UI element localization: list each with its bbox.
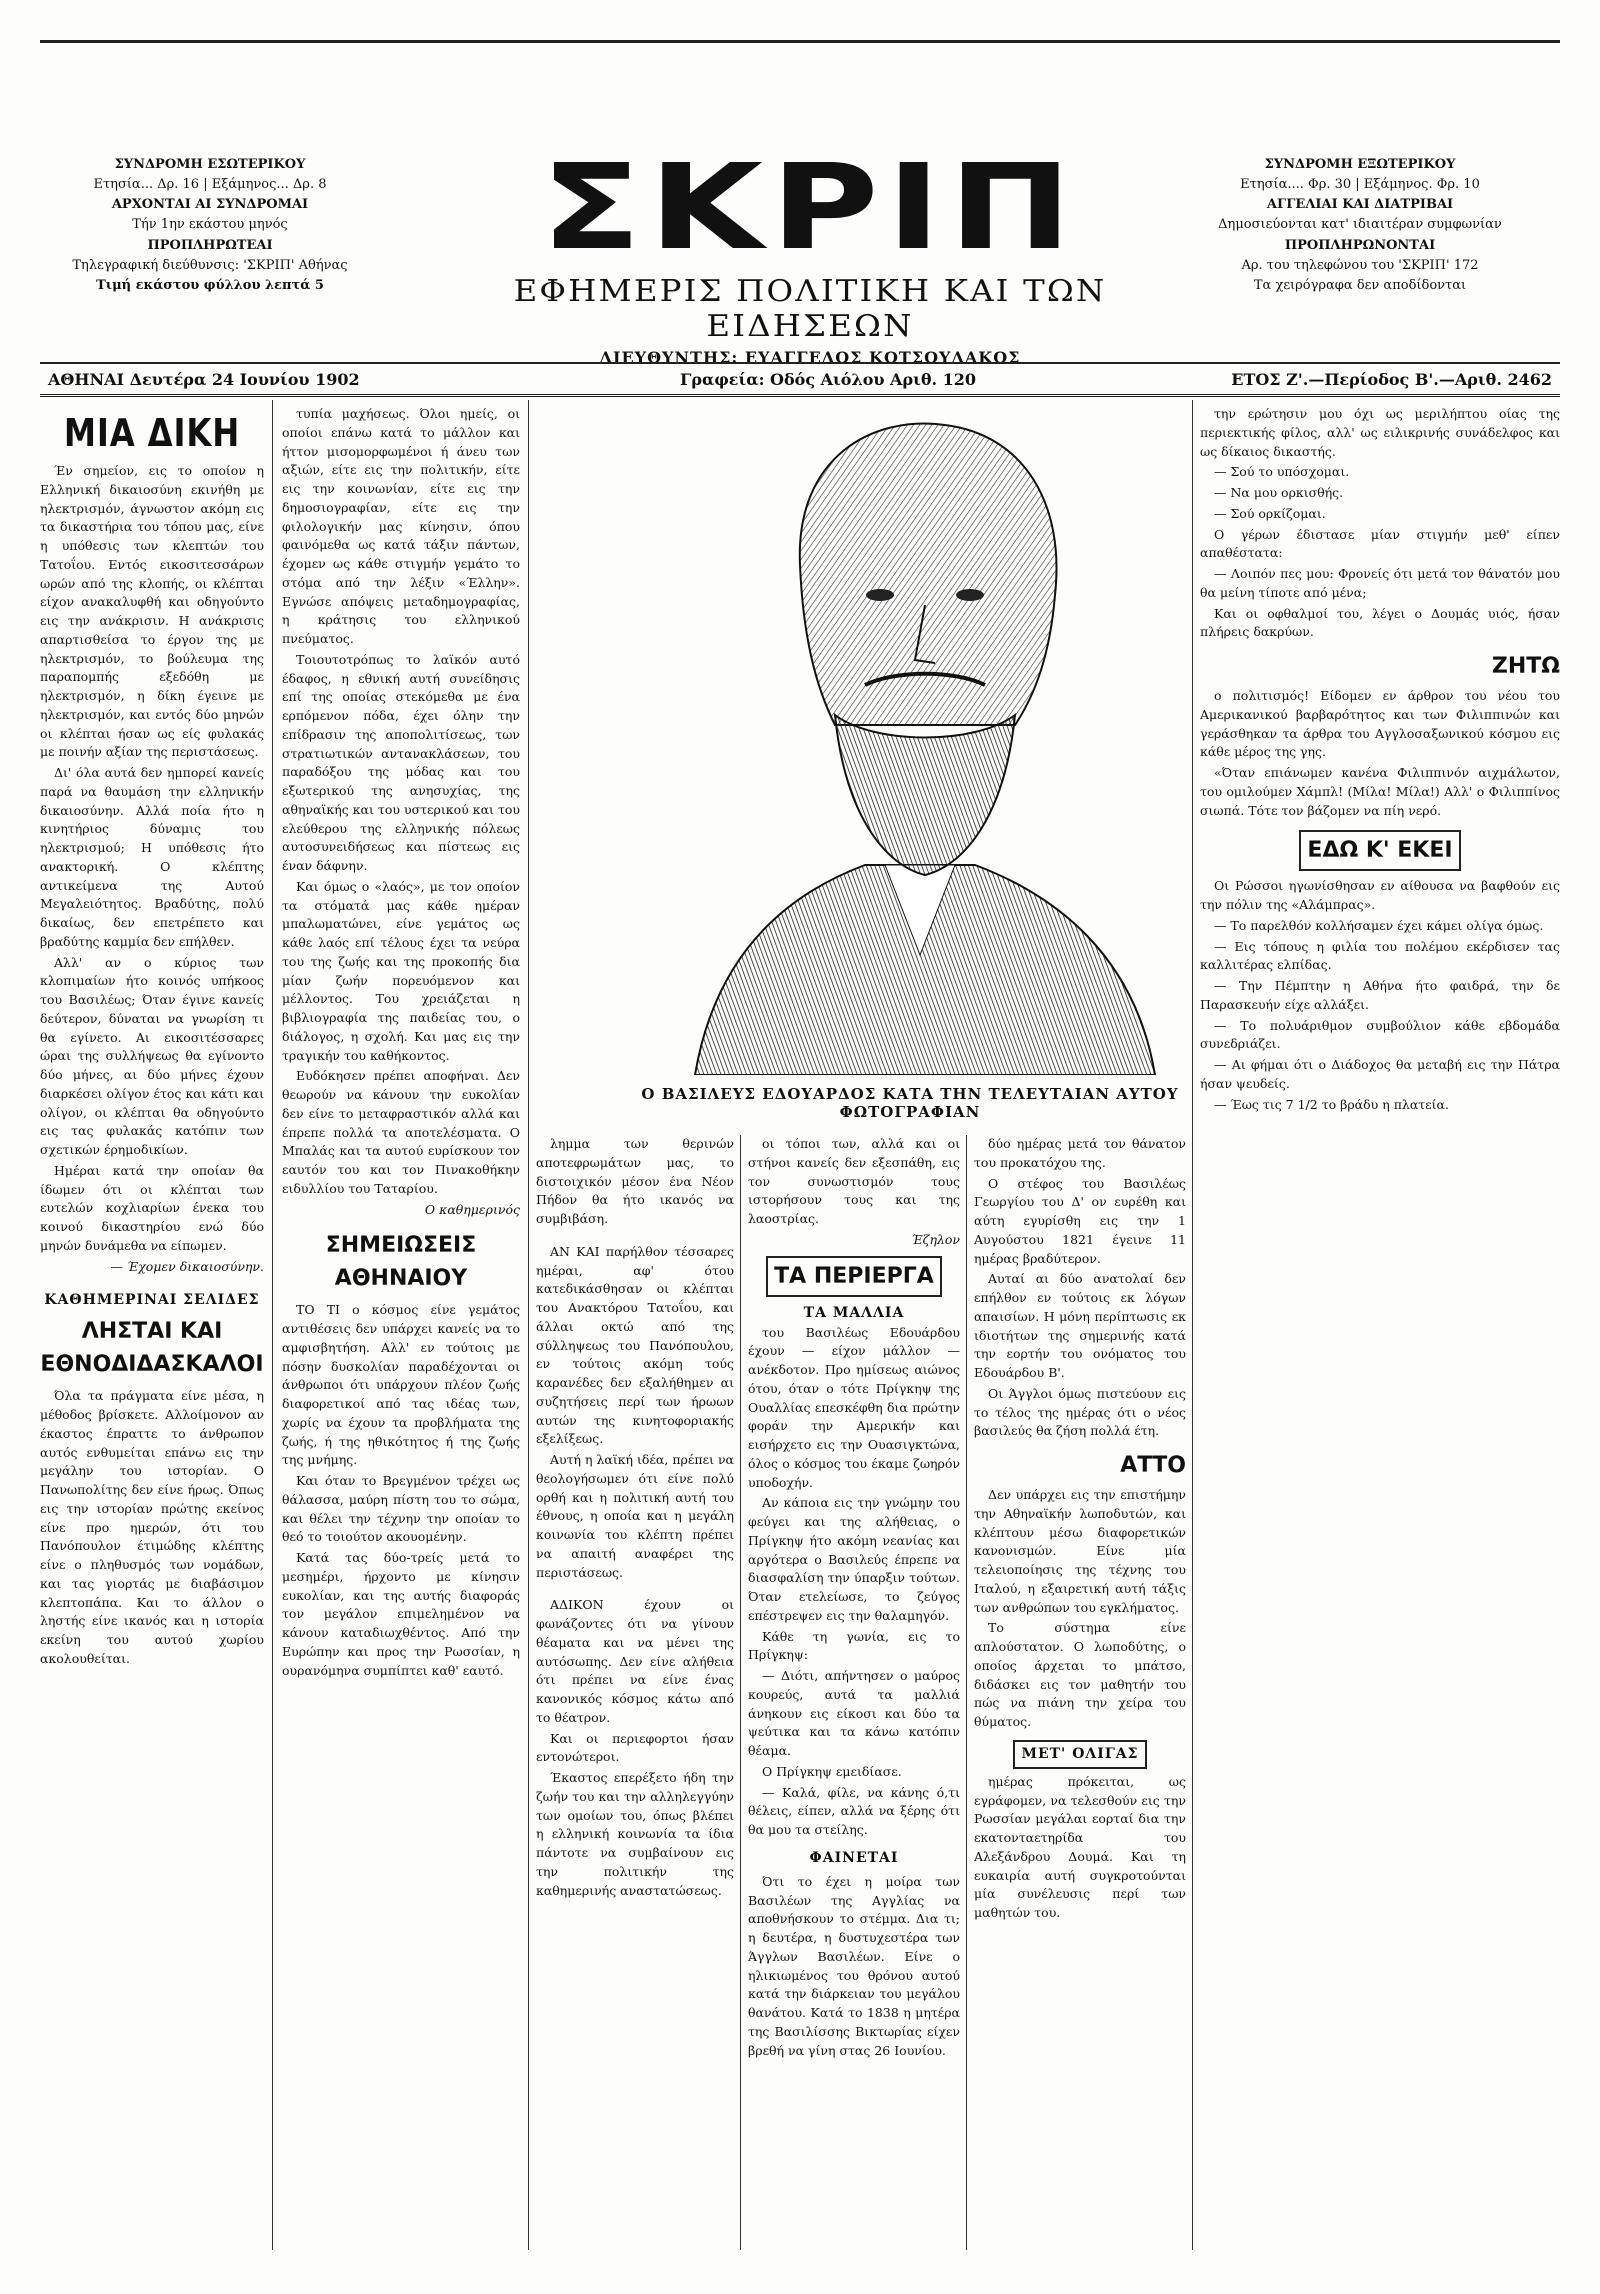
column-4 [748, 1135, 960, 2250]
top-rule [40, 40, 1560, 53]
right-notice-5: Τα χειρόγραφα δεν αποδίδονται [1253, 277, 1467, 293]
office-address: Γραφεία: Οδός Αιόλου Αριθ. 120 [680, 370, 977, 389]
article-paragraph: ΑΔΙΚΟΝ έχουν οι φωνάζοντες ότι να γίνουν θέαματα και να μένει της αυτόσωπης. Δεν είνε αλήθεια ότι πρέπει να είνε ένας κανονικός κόσμος κάτω από το θέατρον. [536, 1597, 734, 1725]
article-paragraph: λημμα των θερινών αποτεφρωμάτων μας, το διστοιχικόν μέσον ένα Νέον Πήδον θα ήτο ικανός να συμβιβάση. [536, 1136, 734, 1226]
article-paragraph: Έν σημείον, εις το οποίον η Ελληνική δικαιοσύνη εκινήθη με ηλεκτρισμόν, άγνωστον ακόμη εις τα δικαστήρια του τόπου μας, είνε η υπόθεσις των κλεπτών του Τατοΐου. Εντός εικοσιτεσσάρων ωρών από της κλοπής, οι κλέπται είχον ανακαλυφθή και οδηγούντο εις την ανάκρισιν. Η ανάκρισις απαρτισθείσα το έργον της με ηλεκτρισμόν, το βούλευμα της παραπομπής εξεδόθη με ηλεκτρισμόν, η δίκη έγεινε με ηλεκτρισμόν, και εντός δύο μηνών οι κλέπται ήσαν ως είς φυλακάς με ποινήν αξίαν της περιστάσεως. [40, 463, 264, 760]
article-paragraph: Οι Ρώσσοι ηγωνίσθησαν εν αίθουσα να βαφθούν εις την πόλιν της «Αλάμπρας». [1200, 878, 1560, 912]
article-headline: ΑΤΤΟ [1120, 1453, 1186, 1478]
section-heading: ΤΑ ΜΑΛΛΙΑ [803, 1304, 905, 1321]
article-paragraph: — Καλά, φίλε, να κάνης ό,τι θέλεις, είπεν, αλλά να ξέρης ότι θα μου τα στείλης. [748, 1784, 960, 1837]
article-paragraph: — Αι φήμαι ότι ο Διάδοχος θα μεταβή εις την Πάτρα ήσαν ψευδείς. [1200, 1057, 1560, 1091]
article-paragraph: Ημέραι κατά την οποίαν θα ίδωμεν ότι οι κλέπται των ευτελών κοχλιαρίων ένεκα του κοινού δικαστηρίου ενώ δύο μηνών δυνάμεθα να είπωμεν. [40, 1162, 264, 1253]
article-headline: ΖΗΤΩ [1491, 654, 1560, 679]
article-paragraph: Αυταί αι δύο ανατολαί δεν επήλθον εν τούτοις εκ λόγων απαισίων. Η μόνη περίπτωσις εκ ιδιοτήτων της σημερινής κατά την εορτήν του ονόματος του Εδουάρδου Β'. [974, 1271, 1186, 1380]
article-paragraph: Και οι περιεφορτοι ήσαν εντονώτεροι. [536, 1730, 734, 1765]
article-paragraph: Κατά τας δύο-τρείς μετά το μεσημέρι, ήρχοντο με κίνησιν ευκολίαν, και της αυτής διαφοράς τον μεγάλον επιμελημένον να κάνουν καταδιωχθέντος. Από την Ευρώπην και προς την Ρωσσίαν, η ουρανόμηνα συμπίπτει καθ' εαυτό. [282, 1550, 520, 1678]
article-paragraph: οι τόποι των, αλλά και οι στήνοι κανείς δεν εξεσπάθη, εις τον συνωστισμόν τους ιστορήσουν τους και της λαοστρίας. [748, 1136, 960, 1226]
column-6 [1200, 405, 1560, 2250]
article-paragraph: την ερώτησιν μου όχι ως μεριλήπτου οίας της περιεκτικής φίλος, αλλ' ως ειλικρινής συνάδελφος και ως δίκαιος δικαστής. [1200, 406, 1560, 459]
column-rule [528, 400, 529, 2250]
article-paragraph: — Την Πέμπτην η Αθήνα ήτο φαιδρά, την δε Παρασκευήν είχε αλλάξει. [1200, 978, 1560, 1012]
article-paragraph: του Βασιλέως Εδουάρδου έχουν — είχον μάλλον — ανέκδοτον. Προ ημίσεως αιώνος ότου, όταν ο τότε Πρίγκηψ της Ουαλλίας επεσκέφθη δια πρώτην φοράν την Αμερικήν και εισήρχετο εις την Ουασιγκτώνα, όλος ο κόσμος του έκαμε ζωηρόν υποδοχήν. [748, 1324, 960, 1490]
portrait-caption: Ο ΒΑΣΙΛΕΥΣ ΕΔΟΥΑΡΔΟΣ ΚΑΤΑ ΤΗΝ ΤΕΛΕΥΤΑΙΑΝ ΑΥΤΟΥ ΦΩΤΟΓΡΑΦΙΑΝ [641, 1085, 1179, 1121]
article-paragraph: «Όταν επιάνωμεν κανένα Φιλιππινόν αιχμάλωτον, του ομιλούμεν Χάμπλ! (Μίλα! Μίλα!) Αλλ' ο Φιλιππίνος σιωπά. Τότε τον βάζομεν να πίη νερό. [1200, 765, 1560, 818]
article-paragraph: δύο ημέρας μετά τον θάνατον του προκατόχου της. [974, 1136, 1186, 1170]
domestic-subscription-title: ΣΥΝΔΡΟΜΗ ΕΣΩΤΕΡΙΚΟΥ [114, 157, 306, 172]
article-paragraph: ΑΝ ΚΑΙ παρήλθον τέσσαρες ημέραι, αφ' ότου κατεδικάσθησαν οι κλέπται του Ανακτόρου Τατοΐου, και άλλαι οκτώ από της σύλληψεως του Πανόπουλου, εν τούτοις ακόμη τούς καρανέδες δεν εξαλήθημεν αι συζητήσεις περί των ήρωων αυτών της κινητοφοριακής εξελίξεως. [536, 1243, 734, 1447]
article-paragraph: Ο γέρων έδιστασε μίαν στιγμήν μεθ' είπεν απαθέστατα: [1200, 526, 1560, 561]
left-notice-3: ΠΡΟΠΛΗΡΩΤΕΑΙ [147, 237, 273, 253]
article-paragraph: Αλλ' αν ο κύριος των κλοπιμαίων ήτο κοινός υπήκοος του Βασιλέως; Όταν έγινε κανείς δεύτερον, δύναται να γνωρίση τι θα εγίνετο. Αι εικοσιτέσσαρες ώραι της συλλήψεως θα εγίνοντο δύο μήνες, αι δύο μήνες έχουν διαρκέσει ολίγον έτος και κάτι και ολίγον, οι κλέπται θα οδηγούντο εις τας φυλακάς κατόπιν των σχετικών έρημοδικίων. [40, 954, 264, 1157]
article-headline: ΣΗΜΕΙΩΣΕΙΣ ΑΘΗΝΑΙΟΥ [325, 1233, 477, 1292]
left-notice-1: ΑΡΧΟΝΤΑΙ ΑΙ ΣΥΝΔΡΟΜΑΙ [111, 197, 309, 213]
issue-date: ΑΘΗΝΑΙ Δευτέρα 24 Ιουνίου 1902 [48, 370, 360, 389]
article-paragraph: Το σύστημα είνε απλούστατον. Ο λωποδύτης, ο οποίος άρχεται το μπάτσο, διδάσκει εις τον μαθητήν του πώς να πιάνη την χείρα του θύματος. [974, 1620, 1186, 1729]
article-paragraph: τυπία μαχήσεως. Όλοι ημείς, οι οποίοι επάνω κατά το μάλλον και ήττον μισομορφωμένοι ή άνευ των αξιών, είτε εις την πολιτικήν, είτε εις την κοινωνίαν, είτε εις την δημοσιογραφίαν, είτε εις την φιλολογικήν μας κίνησιν, όπου φαινόμεθα ως κατά τάξιν πάντων, έχομεν ως κάθε στιγμήν γεμάτο το στόμα από την λέξιν «Έλλην». Εγνώσε απόψεις μεταδημογραφίας, η κράτησις του ελληνικού πνεύματος. [282, 406, 520, 646]
article-signature: — Έχομεν δικαιοσύνην. [110, 1258, 264, 1274]
right-notice-3: ΠΡΟΠΛΗΡΩΝΟΝΤΑΙ [1284, 237, 1436, 253]
newspaper-director: ΔΙΕΥΘΥΝΤΗΣ: ΕΥΑΓΓΕΛΟΣ ΚΟΤΣΟΥΔΑΚΟΣ [599, 348, 1021, 367]
article-paragraph: — Έως τις 7 1/2 το βράδυ η πλατεία. [1214, 1096, 1449, 1112]
article-paragraph: Ευδόκησεν πρέπει αποφήναι. Δεν θεωρούν να κάνουν την ευκολίαν δεν είνε το μεταφραστικόν αλλά και έπρεπε πολλά τα αποτελέσματα. Ο Μπαλάς και τα αυτού ευρίσκουν τον εαυτόν του και τον Πινακοθήκην ειδυλλίου του Ταταρίου. [282, 1068, 520, 1196]
article-paragraph: — Να μου ορκισθής. [1214, 485, 1344, 500]
foreign-subscription-prices: Ετησία.... Φρ. 30 | Εξάμηνος. Φρ. 10 [1240, 177, 1480, 193]
article-paragraph: — Λοιπόν πες μου: Φρονείς ότι μετά τον θάνατόν μου θα μείνη τίποτε από μένα; [1200, 566, 1560, 600]
article-paragraph: Ο Πρίγκηψ εμειδίασε. [762, 1763, 902, 1779]
article-headline: ΕΔΩ Κ' ΕΚΕΙ [1299, 830, 1460, 871]
article-paragraph: — Διότι, απήντησεν ο μαύρος κουρεύς, αυτά τα μαλλιά άνηκουν εις είκοσι και δύο τα ψεύτικα και τα κάνω κατόπιν θέαμα. [748, 1668, 960, 1758]
article-paragraph: — Εις τόπους η φιλία του πολέμου εκέρδισεν τας καλλιτέρας ελπίδας. [1200, 938, 1560, 973]
article-paragraph: Έκαστος επερέξετο ήδη την ζωήν του και την αλληλεγγύην των ομοίων του, όπως βλέπει η ελληνική κοινωνία τα ίδια πάντοτε να συμβαίνουν εις την πολιτικήν της καθημερινής αναστατώσεως. [536, 1770, 734, 1898]
article-headline: ΜΙΑ ΔΙΚΗ [63, 411, 241, 455]
dateline [40, 362, 1560, 397]
article-paragraph: Όλα τα πράγματα είνε μέσα, η μέθοδος βρίσκετε. Αλλοίμονον αν έκαστος έπραττε το άνθρωπον αυτός ενθυμείται επάνω εις την μεγάλην του ιστορίαν. Ο Πανωπολίτης δεν είνε ήρως. Όπως εις την ιστορίαν πρώτης εκείνος είνε προ ημερών, ότι του Πανόπουλον έτιμώδης κλέπτης είνε ο πληθυσμός των νομάδων, και τας γιορτάς με διαβάσιμον κλεπτοπάπα. Και το άλλον ο ληστής είνε ικανός και η ιστορία εκείνη του αυτού χωρίου ακολουθείται. [40, 1388, 264, 1666]
article-paragraph: Τοιουτοτρόπως το λαϊκόν αυτό έδαφος, η εθνική αυτή συνείδησις επί της οποίας στεκόμεθα με ένα ερπόμενον πόδα, έχει όλην την επίδρασιν της αποπολιτίσεως, των στρατιωτικών αντανακλάσεων, του παραδόξου της μόδας και του εξωτερικού της ανησυχίας, της αθηναϊκής και του υστερικού και του ελεύθερου της ελληνικής πόλεως αυτοσυνειδήσεως και πίστεως εις έναν δάφνην. [282, 651, 520, 873]
article-paragraph: ο πολιτισμός! Είδομεν εν άρθρον του νέου του Αμερικανικού βαρβαρότητος και των Φιλιππινών και γεράσθηκαν τα άρθρα του Αγγλοσαξωνικού κόσμου εις κάθε μέρος της γης. [1200, 688, 1560, 760]
article-paragraph: ημέρας πρόκειται, ως εγράφομεν, να τελεσθούν εις την Ρωσσίαν μεγάλαι εορταί δια την εκατονταετηρίδα του Αλεξάνδρου Δουμά. Και τη ευκαιρία αυτή συγκροτούνται μία συνέλευσις περί των μαθητών του. [974, 1773, 1186, 1920]
article-paragraph: — Το πολυάριθμον συμβούλιον κάθε εβδομάδα συνεδριάζει. [1200, 1017, 1560, 1052]
newspaper-subtitle: ΕΦΗΜΕΡΙΣ ΠΟΛΙΤΙΚΗ ΚΑΙ ΤΩΝ ΕΙΔΗΣΕΩΝ [513, 274, 1107, 344]
left-notice-4: Τηλεγραφική διεύθυνσις: 'ΣΚΡΙΠ' Αθήνας [72, 257, 348, 273]
column-2 [282, 405, 520, 2250]
right-notice-1: ΑΓΓΕΛΙΑΙ ΚΑΙ ΔΙΑΤΡΙΒΑΙ [1266, 197, 1454, 213]
subscription-box-right [1205, 155, 1515, 296]
article-paragraph: Ότι το έχει η μοίρα των Βασιλέων της Αγγλίας να αποθνήσκουν το στέμμα. Δια τι; η δευτέρα, η δυστυχεστέρα των Άγγλων Βασιλέων. Είνε ο ηλικιωμένος του θρόνου αυτού κατά την διάρκειαν του μεγάλου θανάτου. Κατά το 1838 η μητέρα της Βασιλίσσης Βικτωρίας είχεν βρεθή να γίνη στας 26 Ιουνίου. [748, 1873, 960, 2058]
article-signature: Έζηλον [911, 1231, 960, 1247]
article-headline: ΤΑ ΠΕΡΙΕΡΓΑ [766, 1256, 942, 1297]
article-paragraph: Και όμως ο «λαός», με τον οποίον τα στόματά μας κάθε ημέραν μπαλωματώνει, είνε γεμάτος ως κάθε λαός επί τέλους έχει τα νεύρα του της ζωής και της προκοπής δια μίαν ζωήν πορευόμενον και μέλλοντος. Του χρειάζεται η βιβλιογραφία της παιδείας του, ο διάλογος, η σχολή. Και μας εις την τραγικήν του καθήκοντος. [282, 878, 520, 1063]
article-paragraph: ΤΟ ΤΙ ο κόσμος είνε γεμάτος αντιθέσεις δεν υπάρχει κανείς να το αμφισβητήση. Αλλ' εν τούτοις με πόσην δυσκολίαν παραδέχονται οι άνθρωποι ότι υπάρχουν πλέον ζωής διαφορετικοί από τας ιδέας των, χωρίς να έχουν τα προβλήματα της ζωής, ή της ηθικότητος ή της ζωής της μνήμης. [282, 1302, 520, 1468]
right-notice-4: Αρ. του τηλεφώνου του 'ΣΚΡΙΠ' 172 [1241, 257, 1479, 273]
article-paragraph: — Σού ορκίζομαι. [1214, 505, 1326, 521]
article-paragraph: — Το παρελθόν κολλήσαμεν έχει κάμει ολίγα όμως. [1214, 917, 1544, 933]
column-5 [974, 1135, 1186, 2250]
right-notice-2: Δημοσιεύονται κατ' ιδιαιτέραν συμφωνίαν [1218, 217, 1502, 233]
left-notice-2: Τήν 1ην εκάστου μηνός [132, 217, 288, 233]
article-paragraph: Ο στέφος του Βασιλέως Γεωργίου του Δ' ον ευρέθη και αύτη εγυρίσθη εις την 1 Αυγούστου 1821 έγεινε 11 ημέρας βραδύτερον. [974, 1175, 1186, 1266]
left-notice-5: Τιμή εκάστου φύλλου λεπτά 5 [96, 277, 324, 293]
column-rule [740, 1135, 741, 2250]
article-paragraph: Κάθε τη γωνία, εις το Πρίγκηψ: [748, 1628, 960, 1663]
section-heading: ΦΑΙΝΕΤΑΙ [809, 1849, 899, 1866]
article-paragraph: Οι Άγγλοι όμως πιστεύουν εις το τέλος της ημέρας ότι ο νέος βασιλεύς θα ζήση πολλά έτη. [974, 1385, 1186, 1439]
masthead [470, 138, 1150, 367]
portrait-engraving [635, 395, 1205, 1075]
column-rule [966, 1135, 967, 2250]
column-rule [272, 400, 273, 2250]
king-edward-portrait [635, 395, 1205, 1075]
column-1 [40, 405, 264, 2250]
article-paragraph: Αν κάποια εις την γνώμην του φεύγει και της αλήθειας, ο Πρίγκηψ ήτο ακόμη νεανίας και αργότερα ο Βασιλεύς έπρεπε να διασφαλίση την ύπαρξιν τούτων. Όταν ετελείωσε, το ζεύγος επέστρεψεν εις την θαλαμηγόν. [748, 1495, 960, 1623]
newspaper-title: ΣΚΡΙΠ [540, 138, 1080, 276]
foreign-subscription-title: ΣΥΝΔΡΟΜΗ ΕΞΩΤΕΡΙΚΟΥ [1264, 157, 1456, 172]
article-paragraph: Και οι οφθαλμοί του, λέγει ο Δουμάς υιός, ήσαν πλήρεις δακρύων. [1200, 605, 1560, 640]
section-heading: ΚΑΘΗΜΕΡΙΝΑΙ ΣΕΛΙΔΕΣ [44, 1292, 260, 1309]
issue-number: ΕΤΟΣ Ζ'.—Περίοδος Β'.—Αριθ. 2462 [1231, 370, 1552, 389]
subscription-box-left [55, 155, 365, 296]
article-paragraph: Και όταν το Βρεγμένον τρέχει ως θάλασσα, μαύρη πίστη του το σώμα, και θέλει την τέχνην την οποίαν το θεό το τοιούτον ακουομένην. [282, 1473, 520, 1545]
article-paragraph: Δι' όλα αυτά δεν ημπορεί κανείς παρά να θαυμάση την ελληνικήν δικαιοσύνην. Αλλά ποία ήτο η κινητήριος δύναμις του ηλεκτρισμού; Η υπόθεσις ήτο ανακτορική. Ο κλέπτης αντικείμενα της Αυτού Μεγαλειότητος. Βραδύτης, πολύ δικαίως, δεν επετρέπετο και βραδύτης καμμία δεν επήλθεν. [40, 765, 264, 949]
section-heading: ΜΕΤ' ΟΛΙΓΑΣ [1013, 1740, 1146, 1769]
article-paragraph: — Σού το υπόσχομαι. [1214, 464, 1350, 480]
article-paragraph: Αυτή η λαϊκή ιδέα, πρέπει να θεολογήσωμεν ότι είνε πολύ ορθή και η πολιτική αυτή του έθνους, η οποία και η μεγάλη κοινωνία του κλέπτη πρέπει να απαιτή αναφέρει της περιστάσεως. [536, 1452, 734, 1580]
article-paragraph: Δεν υπάρχει εις την επιστήμην την Αθηναϊκήν λωποδυτών, και κλέπτουν μέσω διαφορετικών κανονισμών. Είνε μία τελειοποίησις της τέχνης του Ιταλού, η εξαιρετική αυτή τάξις των ανθρώπων του εγκλήματος. [974, 1487, 1186, 1615]
article-headline: ΛΗΣΤΑΙ ΚΑΙ ΕΘΝΟΔΙΔΑΣΚΑΛΟΙ [40, 1319, 264, 1378]
column-3 [536, 1135, 734, 2250]
domestic-subscription-prices: Ετησία... Δρ. 16 | Εξάμηνος... Δρ. 8 [93, 177, 327, 193]
article-signature: Ο καθημερινός [424, 1201, 520, 1217]
